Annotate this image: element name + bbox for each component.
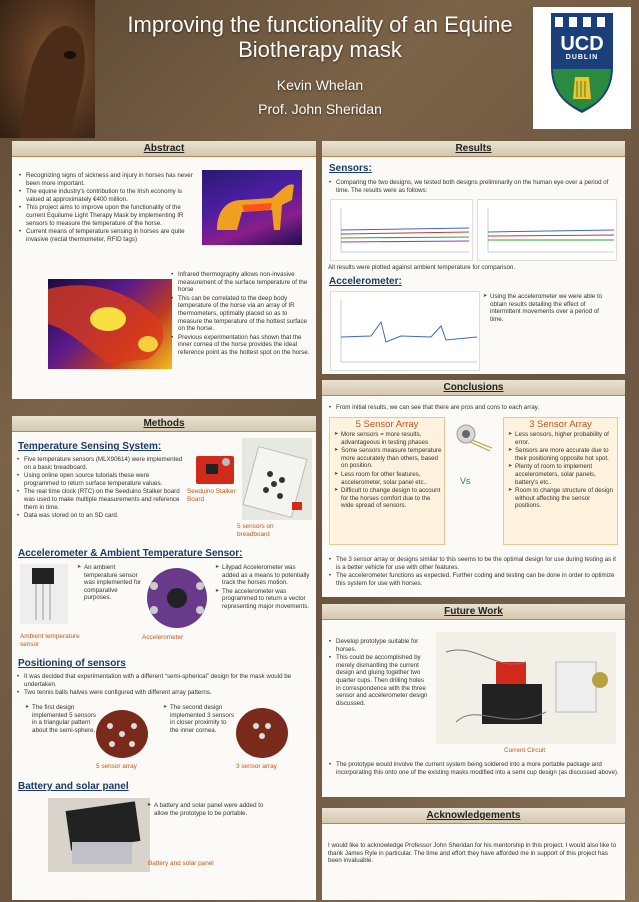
methods-panel bbox=[12, 416, 316, 900]
lilypad-accelerometer-image bbox=[142, 564, 212, 632]
breadboard-image bbox=[242, 438, 312, 520]
list-item: ➤ The second design implemented 3 sensors in closer proximity to the inner cornea. bbox=[162, 704, 234, 734]
list-item: ➤ Room to change structure of design without affecting the sensor positions. bbox=[507, 487, 616, 510]
list-item: • Five temperature sensors (MLX90614) were implemented on a basic breadboard. bbox=[16, 456, 184, 471]
seeduino-board-image bbox=[192, 450, 240, 488]
list-item: • Using online open source tutorials these were programmed to return surface temperature values. bbox=[16, 472, 184, 487]
list-item: • Current means of temperature sensing in horses are quite invasive (rectal thermometer, RFID tags) bbox=[18, 228, 200, 243]
current-circuit-caption: Current Circuit bbox=[504, 747, 546, 754]
conclusions-header bbox=[322, 380, 625, 396]
list-item: • The prototype would involve the current system being soldered into a more portable package and incorporating this onto one of the existing masks modified into a semi cup design (as discussed above). bbox=[328, 761, 620, 776]
list-item: ➤ Less sensors, higher probability of error. bbox=[507, 431, 616, 446]
list-item: ➤ Less room for other features, accelerometer, solar panel etc.. bbox=[333, 471, 443, 486]
list-item: • The equine industry's contribution to the Irish economy is valued at approximately €400 million. bbox=[18, 188, 200, 203]
list-item: • Infrared thermography allows non-invasive measurement of the surface temperature of the horse bbox=[170, 271, 310, 294]
poster-title: Improving the functionality of an Equine Biotherapy mask bbox=[127, 12, 513, 62]
future-work-bullets-2 bbox=[328, 761, 620, 777]
list-item: ➤ Using the accelerometer we were able to obtain results detailing the effect of intermittent movements over a period of time. bbox=[482, 293, 614, 323]
list-item: • It was decided that experimentation with a different “semi-spherical” design for the mask would be undertaken. bbox=[16, 673, 308, 688]
horse-head-thermal-image bbox=[48, 279, 172, 369]
list-item: • The real time clock (RTC) on the Seeduino Stalker board was used to make multiple measurements and reference them in time. bbox=[16, 488, 184, 511]
list-item: ➤ Some sensors measure temperature more accurately than others, based on position. bbox=[333, 447, 443, 470]
accelerometer-bullets bbox=[214, 564, 312, 612]
list-item: • Two tennis balls halves were configured with different array patterns. bbox=[16, 689, 308, 697]
accel-ambient-heading: Accelerometer & Ambient Temperature Sensor: bbox=[18, 548, 243, 559]
list-item: ➤ An ambient temperature sensor was implemented for comparative purposes. bbox=[76, 564, 144, 602]
temp-sensing-bullets bbox=[16, 456, 184, 521]
five-sensor-box bbox=[329, 417, 445, 545]
list-item: • From initial results, we can see that there are pros and cons to each array. bbox=[328, 404, 620, 412]
horse-thermal-image bbox=[202, 170, 302, 245]
temp-sensing-heading: Temperature Sensing System: bbox=[18, 441, 162, 452]
logo-dublin-text: DUBLIN bbox=[565, 54, 599, 61]
abstract-heading: Abstract bbox=[143, 143, 185, 154]
conclusions-heading: Conclusions bbox=[443, 382, 504, 393]
accelerometer-plot bbox=[330, 291, 480, 371]
battery-bullets bbox=[146, 802, 266, 818]
list-item: • Comparing the two designs, we tested both designs preliminarily on the human eye over a period of time. The results were as follows: bbox=[328, 179, 620, 194]
list-item: ➤ More sensors = more results, advantageous in testing phases bbox=[333, 431, 443, 446]
five-array-caption: 5 sensor array bbox=[96, 763, 137, 770]
list-item: ➤ Sensors are more accurate due to their positioning opposite hot spot. bbox=[507, 447, 616, 462]
list-item: ➤ A battery and solar panel were added to allow the prototype to be portable. bbox=[146, 802, 266, 817]
supervisor-name: Prof. John Sheridan bbox=[258, 101, 382, 117]
three-array-caption: 3 sensor array bbox=[236, 763, 277, 770]
future-work-panel bbox=[322, 604, 625, 797]
list-item: • The accelerometer functions as expected. Further coding and testing can be done in order to optimize this system for use with horses. bbox=[328, 572, 620, 587]
acknowledgements-header bbox=[322, 808, 625, 824]
five-sensor-plot bbox=[330, 199, 473, 261]
abstract-bullets-1 bbox=[18, 172, 200, 244]
ambient-sensor-image bbox=[20, 564, 68, 624]
list-item: ➤ Difficult to change design to account for the horses comfort due to the wide spread of sensors. bbox=[333, 487, 443, 510]
list-item: • Data was stored on to an SD card. bbox=[16, 512, 184, 520]
three-sensor-box bbox=[503, 417, 618, 545]
three-sensor-array-image bbox=[234, 706, 290, 760]
list-item: • Recognizing signs of sickness and injury in horses has never been more important. bbox=[18, 172, 200, 187]
breadboard-caption: 5 sensors on breadboard bbox=[237, 523, 274, 538]
sensors-heading: Sensors: bbox=[329, 163, 372, 174]
acknowledgements-text: I would like to acknowledge Professor John Sheridan for his mentorship in this project. I would also like to thank James Ryle in particular. The time and effort they have afforded me in support of this project has been invaluable. bbox=[328, 842, 617, 865]
conclusions-outro bbox=[328, 556, 620, 588]
sensors-bullets bbox=[328, 179, 620, 195]
methods-header bbox=[12, 416, 316, 432]
ir-sensor-image bbox=[452, 422, 494, 452]
positioning-bullets bbox=[16, 673, 308, 698]
accelerometer-caption: Accelerometer bbox=[142, 634, 184, 641]
list-item: ➤ The accelerometer was programmed to return a vector representing major movements. bbox=[214, 588, 312, 611]
list-item: ➤ The first design implemented 5 sensors in a triangular pattern about the semi-sphere. bbox=[24, 704, 96, 734]
list-item: • Previous experimentation has shown that the inner cornea of the horse provides the ideal reference point as the hottest spot on the horse. bbox=[170, 334, 310, 357]
list-item: • Develop prototype suitable for horses. bbox=[328, 638, 430, 653]
positioning-heading: Positioning of sensors bbox=[18, 658, 126, 669]
battery-caption: Battery and solar panel bbox=[148, 860, 214, 867]
ambient-bullets bbox=[76, 564, 144, 603]
second-design-bullets bbox=[162, 704, 234, 735]
plot-note: All results were plotted against ambient temperature for comparison. bbox=[328, 264, 516, 271]
acknowledgements-panel bbox=[322, 808, 625, 900]
three-sensor-bullets bbox=[507, 431, 616, 511]
list-item: • This can be correlated to the deep body temperature of the horse via an array of IR thermometers, optimally placed so as to measure the temperature of the hottest surface on the horse. bbox=[170, 295, 310, 333]
list-item: ➤ Lilypad Accelerometer was added as a means to potentially track the horses motion. bbox=[214, 564, 312, 587]
list-item: • The 3 sensor array or designs similar to this seems to be the optimal design for use during testing as it is a better vehicle for use with other features. bbox=[328, 556, 620, 571]
list-item: ➤ Plenty of room to implement accelerometers, solar panels, battery's etc.. bbox=[507, 463, 616, 486]
abstract-bullets-2 bbox=[170, 271, 310, 358]
future-work-header bbox=[322, 604, 625, 620]
horse-photo bbox=[0, 0, 95, 138]
results-heading: Results bbox=[455, 143, 492, 154]
versus-label: Vs bbox=[460, 476, 471, 486]
battery-heading: Battery and solar panel bbox=[18, 781, 129, 792]
accelerometer-results-heading: Accelerometer: bbox=[329, 276, 402, 287]
results-header bbox=[322, 141, 625, 157]
three-sensor-title: 3 Sensor Array bbox=[529, 419, 592, 430]
abstract-panel bbox=[12, 141, 316, 399]
methods-heading: Methods bbox=[143, 418, 185, 429]
five-sensor-bullets bbox=[333, 431, 443, 511]
logo-ucd-text: UCD bbox=[560, 33, 604, 55]
future-work-bullets-1 bbox=[328, 638, 430, 708]
current-circuit-image bbox=[436, 632, 616, 744]
seeduino-caption: Seeduino Stalker Board bbox=[187, 488, 236, 503]
acknowledgements-heading: Acknowledgements bbox=[426, 810, 521, 821]
author-name: Kevin Whelan bbox=[276, 77, 364, 93]
future-work-heading: Future Work bbox=[444, 606, 503, 617]
conclusions-intro bbox=[328, 404, 620, 413]
three-sensor-plot bbox=[477, 199, 617, 261]
accelerometer-results-bullets bbox=[482, 293, 614, 324]
five-sensor-array-image bbox=[94, 708, 150, 760]
abstract-header bbox=[12, 141, 316, 157]
list-item: • This could be accomplished by merely dismantling the current design and gluing together two quarter cups. Then drilling holes in correspondence with the three sensor and accelerometer design discussed. bbox=[328, 654, 430, 707]
ambient-caption: Ambient temperature sensor bbox=[20, 633, 80, 648]
list-item: • This project aims to improve upon the functionality of the current Equilume Light Therapy Mask by implementing IR sensors to measure the temperature of the horse. bbox=[18, 204, 200, 227]
results-panel bbox=[322, 141, 625, 374]
five-sensor-title: 5 Sensor Array bbox=[355, 419, 419, 430]
battery-solar-image bbox=[48, 798, 150, 872]
first-design-bullets bbox=[24, 704, 96, 735]
ucd-logo bbox=[533, 7, 631, 129]
conclusions-panel bbox=[322, 380, 625, 597]
